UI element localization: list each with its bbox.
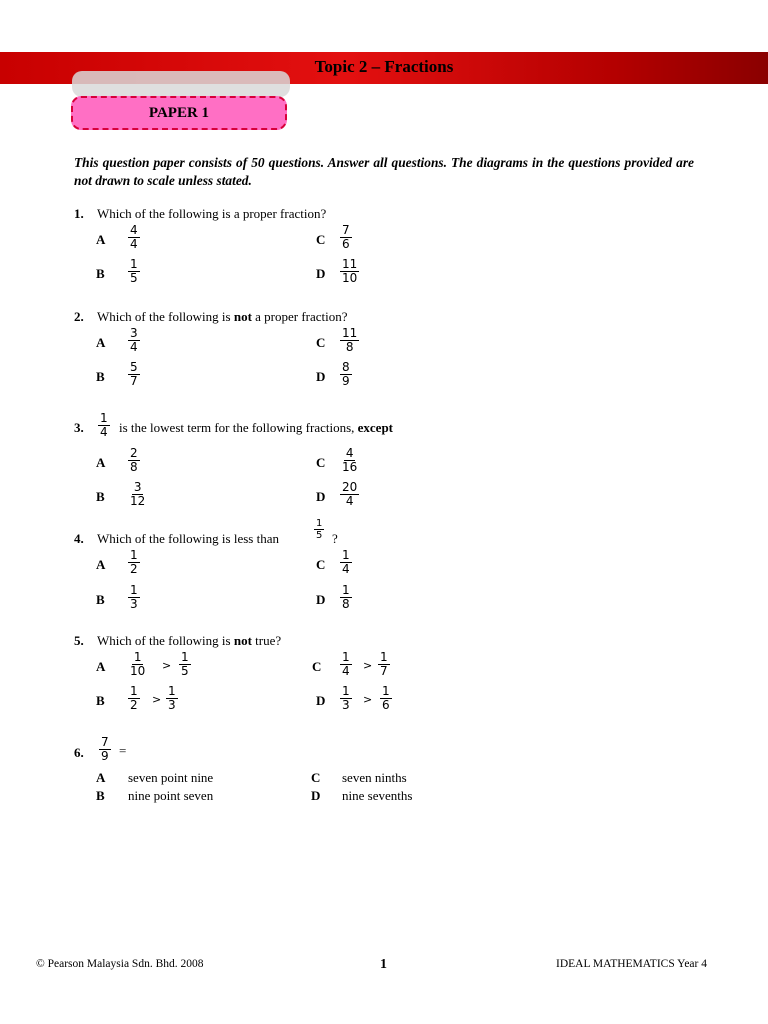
fraction: $\frac{1}{3}$ xyxy=(168,684,176,712)
comparison-sign: > xyxy=(152,693,162,706)
fraction: $\frac{1}{4}$ xyxy=(342,650,350,678)
comparison-sign: > xyxy=(363,693,373,706)
option-text: seven point nine xyxy=(128,770,214,785)
option-letter: A xyxy=(96,455,106,470)
fraction: $\frac{3}{4}$ xyxy=(130,326,138,354)
fraction: $\frac{1}{2}$ xyxy=(130,684,138,712)
question-number: 1. xyxy=(74,206,84,221)
topic-title: Topic 2 – Fractions xyxy=(314,57,454,76)
page-number: 1 xyxy=(380,957,387,972)
option-letter: D xyxy=(311,788,321,803)
option-letter: D xyxy=(316,489,326,504)
fraction: $\frac{1}{8}$ xyxy=(342,583,350,611)
question-number: 3. xyxy=(74,420,84,435)
option-letter: D xyxy=(316,693,326,708)
option-letter: A xyxy=(96,770,106,785)
option-letter: B xyxy=(96,266,105,281)
option-letter: D xyxy=(316,369,326,384)
question-number: 5. xyxy=(74,633,84,648)
option-letter: B xyxy=(96,693,105,708)
question-text: is the lowest term for the following fractions, except xyxy=(119,420,394,435)
fraction: $\frac{3}{12}$ xyxy=(130,480,146,508)
question-text: ? xyxy=(332,531,338,546)
fraction: $\frac{1}{2}$ xyxy=(130,548,138,576)
fraction: $\frac{4}{4}$ xyxy=(130,223,138,251)
fraction: $\frac{1}{3}$ xyxy=(342,684,350,712)
option-letter: C xyxy=(312,659,322,674)
fraction: $\frac{1}{5}$ xyxy=(130,257,138,285)
option-letter: A xyxy=(96,335,106,350)
question-text: Which of the following is less than xyxy=(97,531,279,546)
option-letter: C xyxy=(311,770,321,785)
option-letter: B xyxy=(96,489,105,504)
fraction: $\frac{1}{4}$ xyxy=(342,548,350,576)
fraction: $\frac{1}{5}$ xyxy=(181,650,189,678)
option-letter: D xyxy=(316,266,326,281)
question-text: Which of the following is a proper fraction? xyxy=(97,206,327,221)
fraction: $\frac{2}{8}$ xyxy=(130,446,138,474)
question-text: Which of the following is not a proper fraction? xyxy=(97,309,348,324)
fraction: $\frac{11}{8}$ xyxy=(342,326,358,354)
question-number: 6. xyxy=(74,745,84,760)
option-letter: B xyxy=(96,788,105,803)
option-letter: D xyxy=(316,592,326,607)
book-title: IDEAL MATHEMATICS Year 4 xyxy=(556,958,707,970)
option-letter: C xyxy=(316,455,326,470)
fraction: $\frac{1}{10}$ xyxy=(130,650,146,678)
fraction: $\frac{1}{3}$ xyxy=(130,583,138,611)
option-letter: C xyxy=(316,335,326,350)
fraction: $\frac{4}{16}$ xyxy=(342,446,358,474)
fraction: $\frac{8}{9}$ xyxy=(342,360,350,388)
question-number: 2. xyxy=(74,309,84,324)
fraction: $\frac{1}{6}$ xyxy=(382,684,390,712)
fraction: $\frac{1}{4}$ xyxy=(100,411,108,439)
option-letter: C xyxy=(316,557,326,572)
fraction: $\frac{7}{9}$ xyxy=(101,735,109,763)
fraction: $\frac{7}{6}$ xyxy=(342,223,350,251)
fraction: $\frac{20}{4}$ xyxy=(342,480,358,508)
fraction: $\frac{1}{7}$ xyxy=(380,650,388,678)
option-letter: B xyxy=(96,369,105,384)
option-letter: A xyxy=(96,232,106,247)
instructions: This question paper consists of 50 questions. Answer all questions. The diagrams in the questions provided are not drawn to scale unless stated. xyxy=(74,155,694,188)
fraction: $\frac{11}{10}$ xyxy=(342,257,358,285)
question-text: Which of the following is not true? xyxy=(97,633,282,648)
equals-sign: = xyxy=(119,743,127,758)
option-letter: A xyxy=(96,557,106,572)
copyright-text: © Pearson Malaysia Sdn. Bhd. 2008 xyxy=(36,958,204,970)
option-letter: C xyxy=(316,232,326,247)
fraction: $\frac{1}{5}$ xyxy=(316,518,323,541)
fraction: $\frac{5}{7}$ xyxy=(130,360,138,388)
paper-label: PAPER 1 xyxy=(71,96,287,130)
option-letter: B xyxy=(96,592,105,607)
option-text: seven ninths xyxy=(342,770,407,785)
comparison-sign: > xyxy=(363,659,373,672)
option-letter: A xyxy=(96,659,106,674)
option-text: nine sevenths xyxy=(342,788,413,803)
option-text: nine point seven xyxy=(128,788,214,803)
comparison-sign: > xyxy=(162,659,172,672)
question-number: 4. xyxy=(74,531,84,546)
